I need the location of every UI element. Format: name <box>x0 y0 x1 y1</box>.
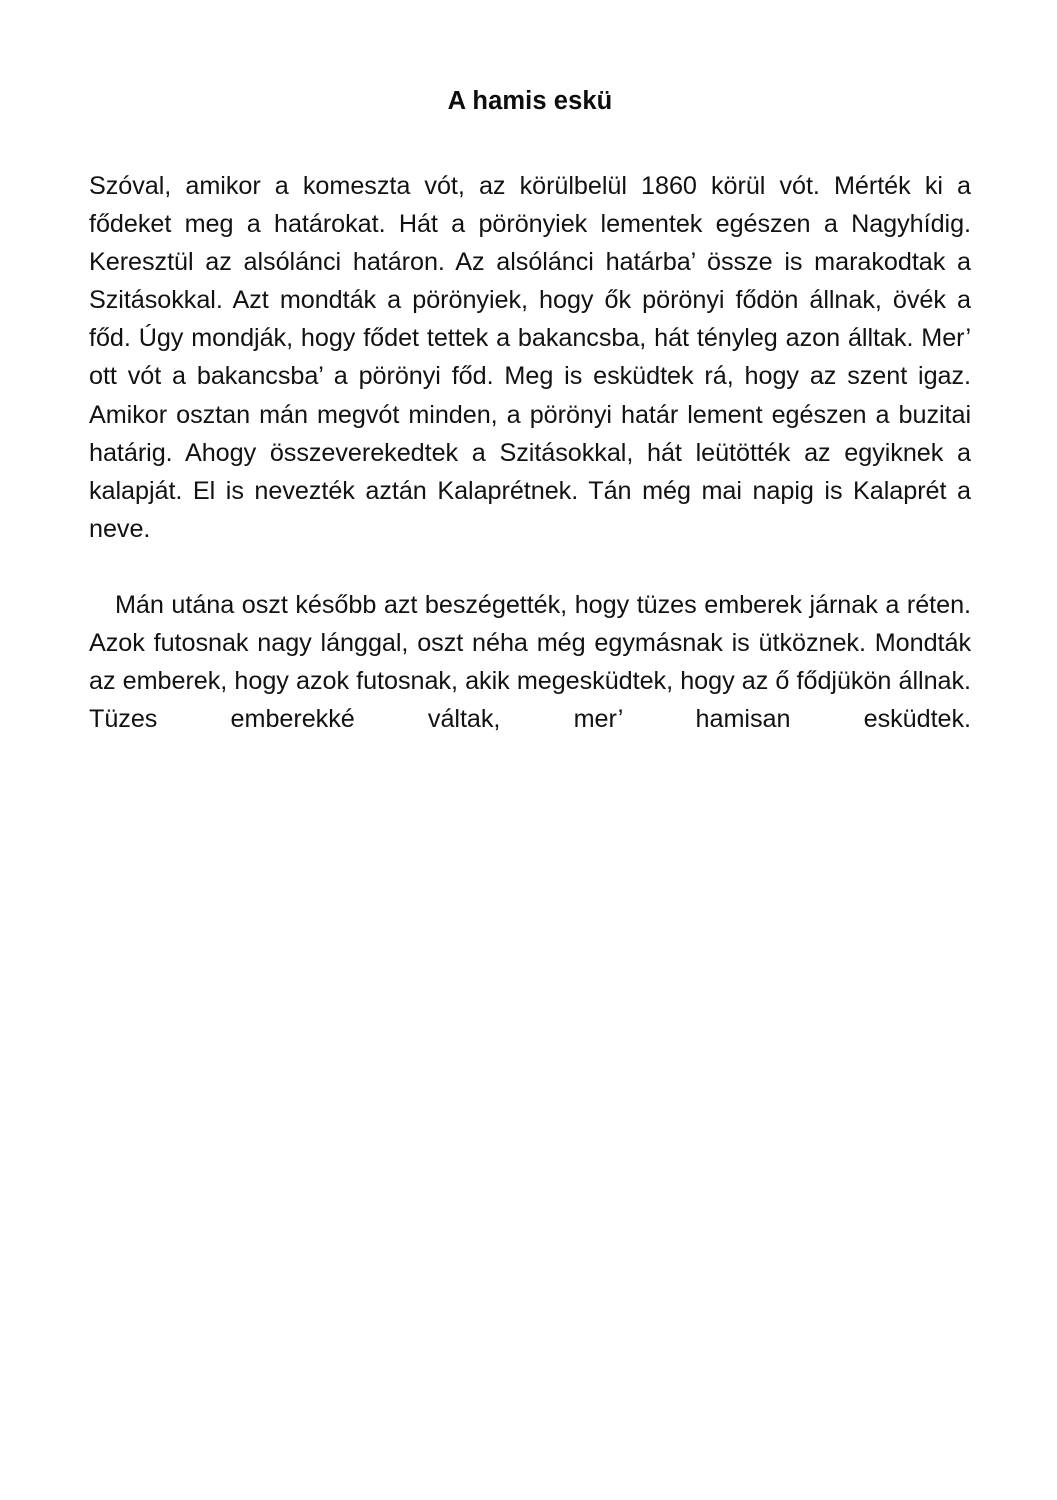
document-content <box>89 82 971 777</box>
page-title: A hamis eskü <box>447 87 613 115</box>
body-paragraph-2: Mán utána oszt később azt beszégették, hogy tüzes emberek járnak a réten. Azok futosnak nagy lánggal, oszt néha még egymásnak is ütköznek. Mondták az emberek, hogy azok futosnak, akik megesküdtek, hogy az ő fődjükön állnak. Tüzes emberekké váltak, mer’ hamisan esküdtek. <box>89 591 971 734</box>
title-body-spacer <box>89 120 971 167</box>
body-paragraph-1: Szóval, amikor a komeszta vót, az körülbelül 1860 körül vót. Mérték ki a fődeket meg a határokat. Hát a pörönyiek lementek egészen a Nagyhídig. Keresztül az alsólánci határon. Az alsólánci határba’ össze is marakodtak a Szitásokkal. Azt mondták a pörönyiek, hogy ők pörönyi fődön állnak, övék a főd. Úgy mondják, hogy fődet tettek a bakancsba, hát tényleg azon álltak. Mer’ ott vót a bakancsba’ a pörönyi főd. Meg is esküdtek rá, hogy az szent igaz. Amikor osztan mán megvót minden, a pörönyi határ lement egészen a buzitai határig. Ahogy összeverekedtek a Szitásokkal, hát leütötték az egyiknek a kalapját. El is nevezték aztán Kalaprétnek. Tán még mai napig is Kalaprét a neve. <box>89 172 971 543</box>
